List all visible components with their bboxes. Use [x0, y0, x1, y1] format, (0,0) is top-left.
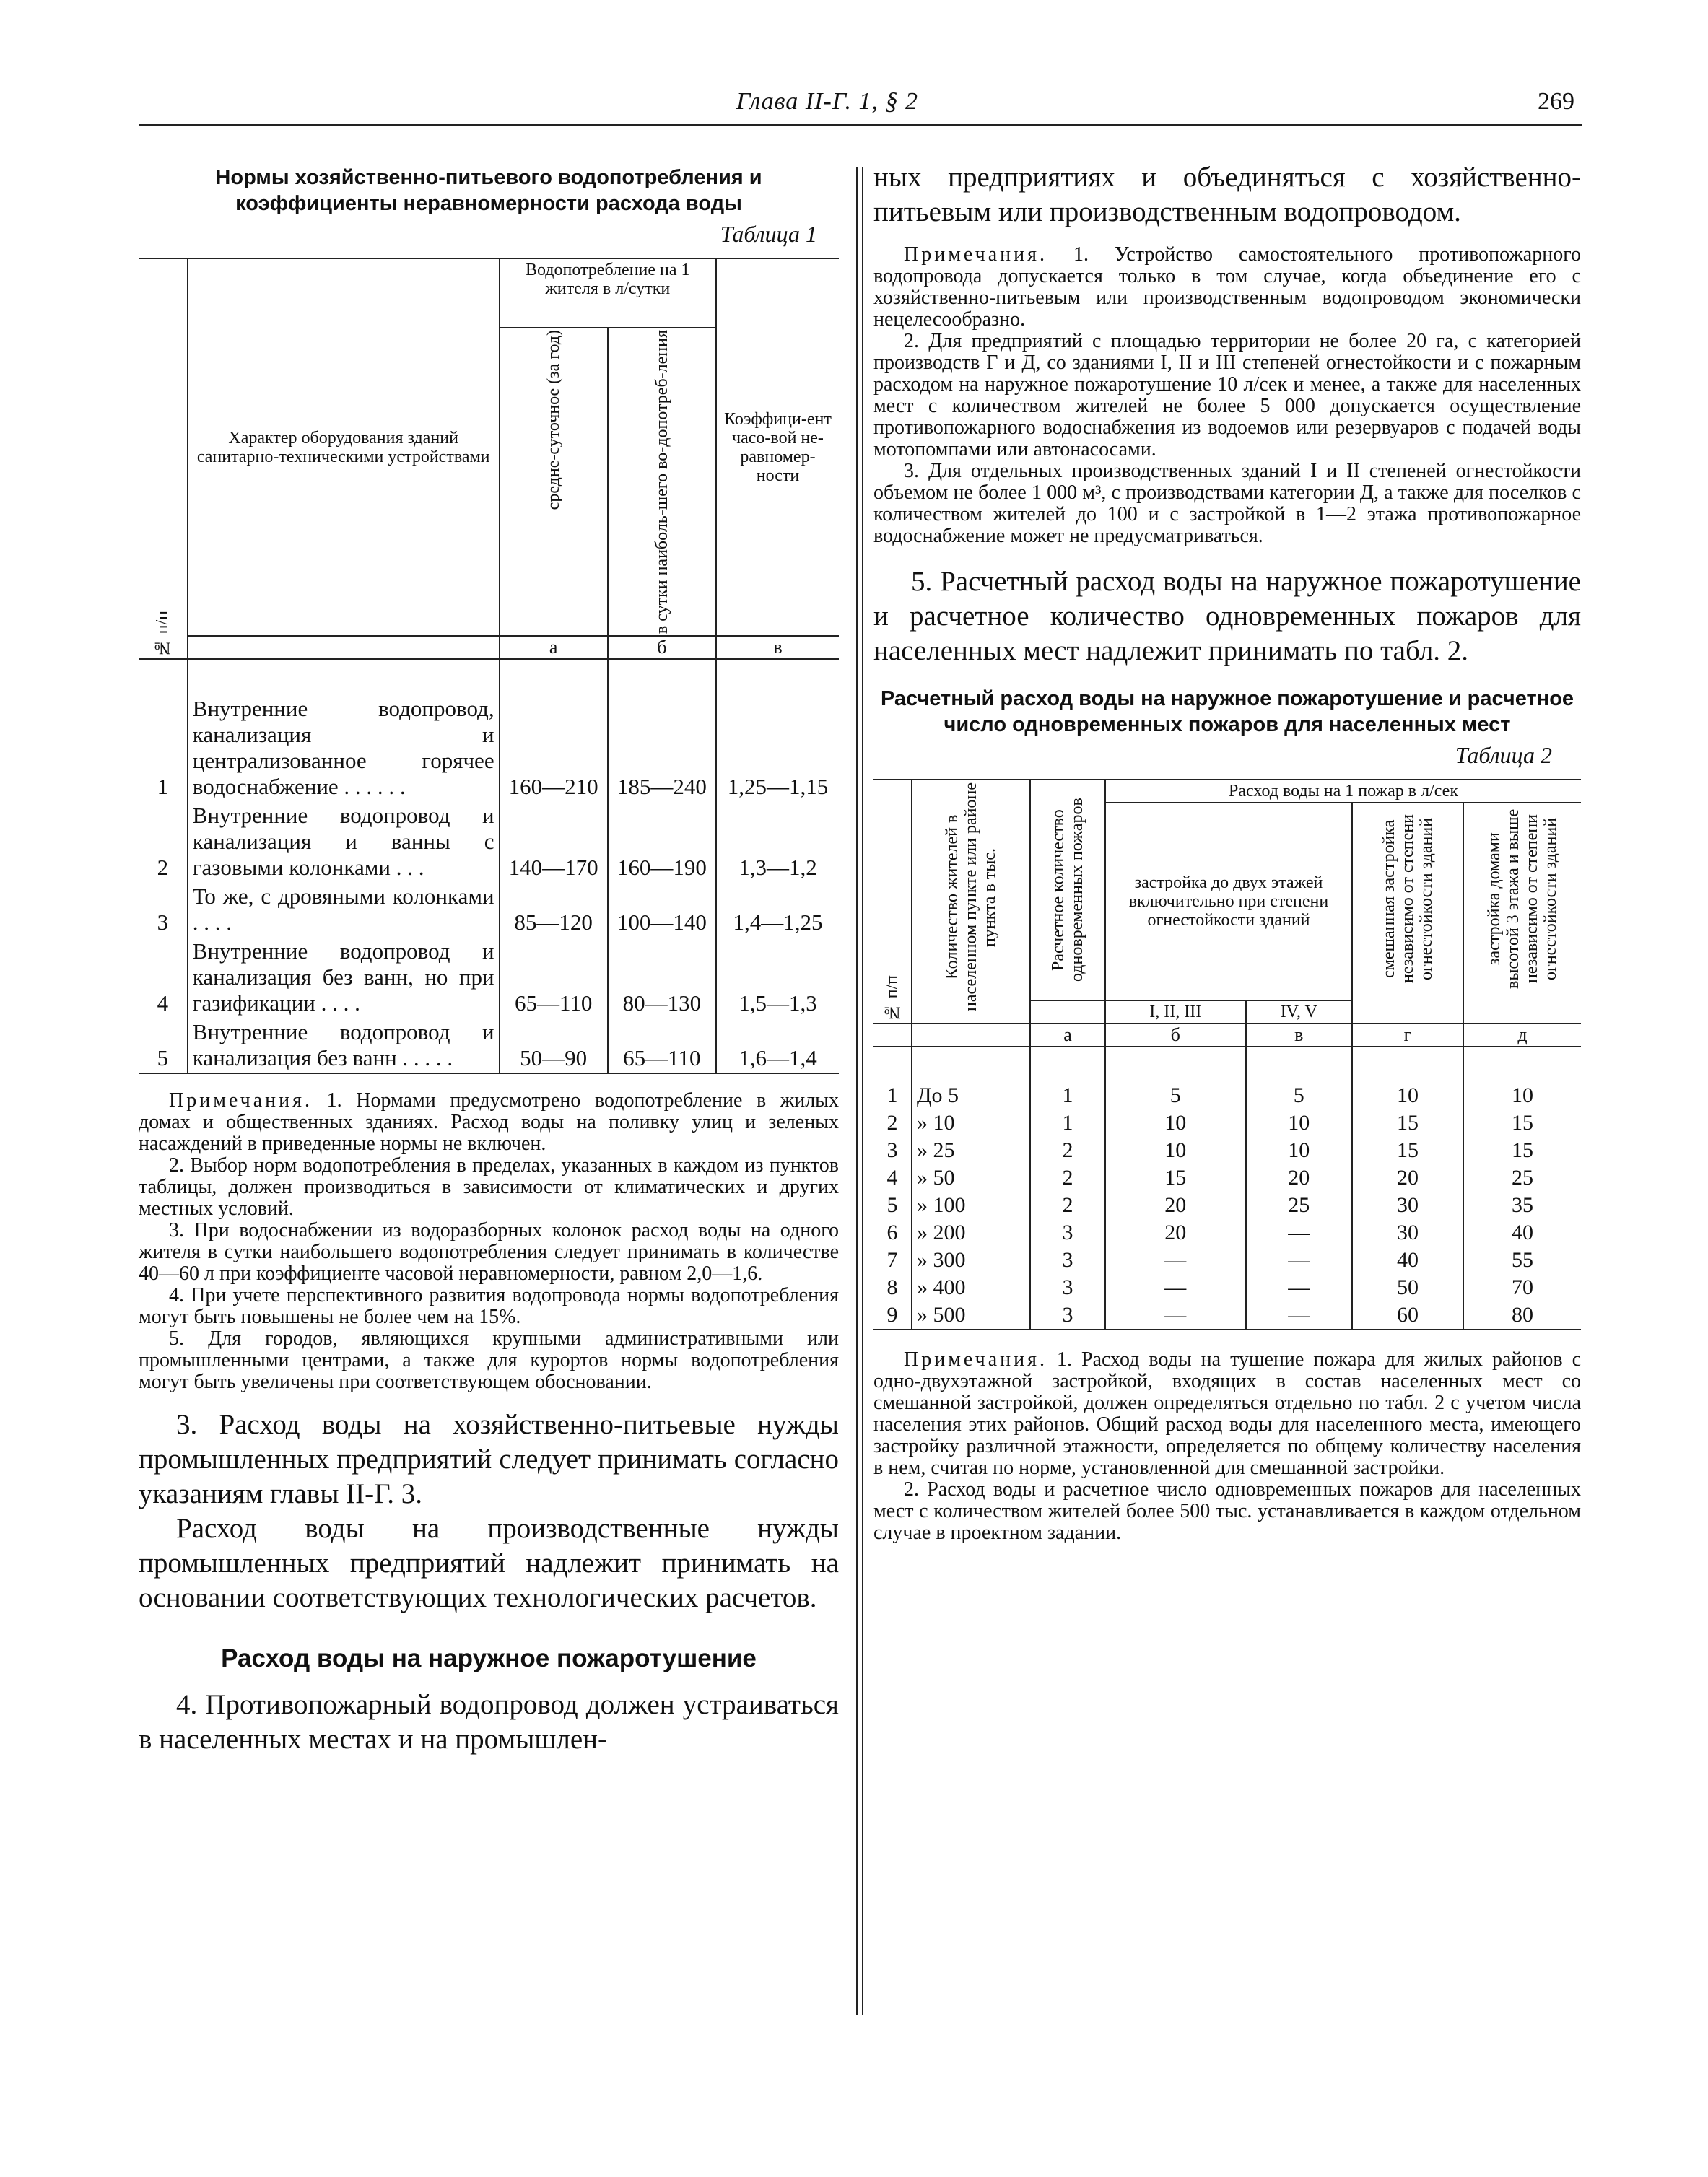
table2-cell-e: 10: [1463, 1047, 1581, 1109]
table2-col-high: застройка домами высотой 3 этажа и выше независимо от степени огнестойкости зданий: [1463, 803, 1581, 1024]
table2-row: [873, 1247, 1581, 1274]
table2-row: [873, 1274, 1581, 1301]
table1-notes: [139, 1090, 839, 1393]
table1-row: [139, 1018, 839, 1073]
table2-cell-b: 20: [1105, 1192, 1246, 1219]
table2-cell-n: 6: [873, 1219, 912, 1247]
table1-cell-text: Внутренние водопровод, канализация и централизованное горячее водоснабжение . . . . . .: [188, 659, 500, 801]
table2-cell-b: 15: [1105, 1164, 1246, 1192]
table2-cell-c: 5: [1246, 1047, 1352, 1109]
table2-blank: [1030, 1000, 1105, 1024]
table2-cell-a: 2: [1030, 1137, 1105, 1164]
table2-row: [873, 1109, 1581, 1137]
table2-row: [873, 1047, 1581, 1109]
table2-cell-pop: » 100: [912, 1192, 1030, 1219]
header-rule: [139, 124, 1582, 126]
table1-cell-num: 2: [139, 801, 188, 882]
table2-cell-n: 9: [873, 1301, 912, 1330]
table2-cell-c: 10: [1246, 1137, 1352, 1164]
table2-cell-pop: » 50: [912, 1164, 1030, 1192]
table2-cell-n: 3: [873, 1137, 912, 1164]
table2-cell-d: 20: [1352, 1164, 1463, 1192]
table2-cell-d: 15: [1352, 1137, 1463, 1164]
table2-cell-c: —: [1246, 1219, 1352, 1247]
table1-cell-num: 1: [139, 659, 188, 801]
table2-cell-a: 3: [1030, 1247, 1105, 1274]
table1-cell-text: Внутренние водопровод и канализация без ванн . . . . .: [188, 1018, 500, 1073]
table1-col-water: Водопотребление на 1 жителя в л/сутки: [500, 258, 716, 328]
table2-cell-b: 10: [1105, 1109, 1246, 1137]
table2-cell-c: 10: [1246, 1109, 1352, 1137]
table1-cell-c: 1,3—1,2: [716, 801, 839, 882]
table2-cell-a: 2: [1030, 1164, 1105, 1192]
table2-note-1: 1. Расход воды на тушение пожара для жилых районов с одно-двухэтажной застройкой, входящих в состав населенных мест со смешанной застройкой, должен определяться отдельно по табл. 2 с учетом числа населения этих районов. Общий расход воды для населенного места, имеющего застройку различной этажности, определяется по общему количеству населения в нем, считая по норме, установленной для смешанной застройки.: [873, 1348, 1582, 1479]
table1-cell-b: 185—240: [608, 659, 716, 801]
table2-row: [873, 1301, 1581, 1330]
paragraph-5: 5. Расчетный расход воды на наружное пожаротушение и расчетное количество одновременных пожаров для населенных мест надлежит принимать по табл. 2.: [873, 566, 1581, 666]
table1-cell-text: Внутренние водопровод и канализация без ванн, но при газификации . . . .: [188, 937, 500, 1018]
table2-row: [873, 1164, 1581, 1192]
table2-cell-n: 7: [873, 1247, 912, 1274]
table2-cell-n: 2: [873, 1109, 912, 1137]
table2-letter-blank-2: [912, 1024, 1030, 1047]
table2-cell-a: 3: [1030, 1301, 1105, 1330]
table2-cell-e: 70: [1463, 1274, 1581, 1301]
table1-label: Таблица 1: [720, 221, 817, 247]
table1-cell-c: 1,5—1,3: [716, 937, 839, 1018]
table2-col-num: № п/п: [873, 780, 912, 1024]
table1-cell-c: 1,4—1,25: [716, 882, 839, 937]
paragraph-4: 4. Противопожарный водопровод должен устраиваться в населенных местах и на промышлен-: [139, 1689, 839, 1755]
section-heading: Расход воды на наружное пожаротушение: [221, 1644, 757, 1673]
right-note-3: 3. Для отдельных производственных зданий I и II степеней огнестойкости объемом не более 1 000 м³, с производствами категории Д, а также для поселков с количеством жителей до 100 и с застройкой в 1—2 этажа противопожарное водоснабжение может не предусматриваться.: [873, 460, 1581, 547]
right-notes-heading: Примечания.: [904, 243, 1048, 266]
table2-cell-e: 15: [1463, 1109, 1581, 1137]
table2-cell-n: 4: [873, 1164, 912, 1192]
right-continuation: ных предприятиях и объединяться с хозяйственно-питьевым или производственным водопроводом.: [873, 162, 1581, 227]
table1-cell-num: 5: [139, 1018, 188, 1073]
note-2: 2. Выбор норм водопотребления в пределах, указанных в каждом из пунктов таблицы, должен производиться в зависимости от климатических и других местных условий.: [139, 1154, 839, 1221]
notes-heading: Примечания.: [169, 1089, 313, 1112]
table2-cell-d: 10: [1352, 1047, 1463, 1109]
table1: [139, 258, 839, 1074]
table2-cell-pop: » 10: [912, 1109, 1030, 1137]
right-notes: [873, 244, 1581, 547]
note-4: 4. При учете перспективного развития водопровода нормы водопотребления могут быть повышены не более чем на 15%.: [139, 1284, 839, 1329]
table1-row: [139, 801, 839, 882]
table1-cell-num: 4: [139, 937, 188, 1018]
table1-row: [139, 659, 839, 801]
table2-cell-d: 30: [1352, 1219, 1463, 1247]
table2-col-pop: Количество жителей в населенном пункте или районе пункта в тыс.: [912, 780, 1030, 1024]
table2-col-flow: Расход воды на 1 пожар в л/сек: [1105, 780, 1581, 803]
table2-cell-a: 3: [1030, 1219, 1105, 1247]
table2-col-low2: IV, V: [1246, 1000, 1352, 1024]
table1-row: [139, 937, 839, 1018]
table2-letter-c: в: [1246, 1024, 1352, 1047]
table2-letter-a: а: [1030, 1024, 1105, 1047]
table2-cell-pop: » 500: [912, 1301, 1030, 1330]
table1-cell-text: То же, с дровяными колонками . . . .: [188, 882, 500, 937]
table2-title: Расчетный расход воды на наружное пожаротушение и расчетное число одновременных пожаров для населенных мест: [880, 687, 1574, 736]
table1-col-coef: Коэффици-ент часо-вой не-равномер-ности: [716, 258, 839, 636]
table1-letter-a: а: [500, 636, 608, 659]
table2-cell-a: 2: [1030, 1192, 1105, 1219]
paragraph-5-block: [873, 564, 1581, 668]
table1-cell-a: 140—170: [500, 801, 608, 882]
column-divider: [856, 167, 858, 2015]
table1-letter-blank: [188, 636, 500, 659]
table1-letter-b: б: [608, 636, 716, 659]
table2-cell-b: 10: [1105, 1137, 1246, 1164]
table2-cell-d: 60: [1352, 1301, 1463, 1330]
table2-cell-e: 55: [1463, 1247, 1581, 1274]
table2-cell-pop: » 400: [912, 1274, 1030, 1301]
table2-label: Таблица 2: [1455, 742, 1552, 768]
table2-cell-d: 50: [1352, 1274, 1463, 1301]
table2-cell-c: —: [1246, 1247, 1352, 1274]
table2-cell-e: 15: [1463, 1137, 1581, 1164]
right-note-2: 2. Для предприятий с площадью территории не более 20 га, с категорией производств Г и Д, со зданиями I, II и III степеней огнестойкости и с пожарным расходом на наружное пожаротушение 10 л/сек и менее, а также для населенных мест с количеством жителей не более 5 000 допускается осуществление противопожарного водоснабжения из водоемов или резервуаров с подачей воды мотопомпами или автонасосами.: [873, 330, 1581, 461]
running-head: Глава II-Г. 1, § 2: [736, 88, 919, 115]
table1-row: [139, 882, 839, 937]
table1-cell-b: 80—130: [608, 937, 716, 1018]
page-number: 269: [1538, 88, 1574, 115]
table2-cell-a: 3: [1030, 1274, 1105, 1301]
left-body-2: [139, 1688, 839, 1757]
table1-cell-a: 50—90: [500, 1018, 608, 1073]
table2-col-mixed: смешанная застройка независимо от степени огнестойкости зданий: [1352, 803, 1463, 1024]
table2-cell-b: —: [1105, 1247, 1246, 1274]
table2-cell-b: —: [1105, 1274, 1246, 1301]
table2-row: [873, 1219, 1581, 1247]
table2-cell-d: 30: [1352, 1192, 1463, 1219]
table2-cell-a: 1: [1030, 1047, 1105, 1109]
table2-cell-c: 20: [1246, 1164, 1352, 1192]
table2-letter-d: г: [1352, 1024, 1463, 1047]
table1-cell-a: 65—110: [500, 937, 608, 1018]
table2-letter-e: д: [1463, 1024, 1581, 1047]
table2-notes: [873, 1349, 1581, 1544]
table1-cell-b: 100—140: [608, 882, 716, 937]
table2-cell-b: 5: [1105, 1047, 1246, 1109]
table2-cell-e: 35: [1463, 1192, 1581, 1219]
table2: [873, 779, 1581, 1330]
table2-cell-pop: » 300: [912, 1247, 1030, 1274]
table2-cell-pop: » 200: [912, 1219, 1030, 1247]
table2-row: [873, 1137, 1581, 1164]
table2-letter-blank-1: [873, 1024, 912, 1047]
table2-cell-pop: » 25: [912, 1137, 1030, 1164]
table2-cell-d: 15: [1352, 1109, 1463, 1137]
table1-cell-b: 160—190: [608, 801, 716, 882]
table1-cell-a: 160—210: [500, 659, 608, 801]
table2-cell-n: 5: [873, 1192, 912, 1219]
table2-cell-c: 25: [1246, 1192, 1352, 1219]
table2-note-2: 2. Расход воды и расчетное число одновременных пожаров для населенных мест с количеством жителей более 500 тыс. устанавливается в каждом отдельном случае в проектном задании.: [873, 1478, 1581, 1544]
table2-cell-a: 1: [1030, 1109, 1105, 1137]
table1-cell-b: 65—110: [608, 1018, 716, 1073]
table1-cell-c: 1,6—1,4: [716, 1018, 839, 1073]
table1-cell-text: Внутренние водопровод и канализация и ванны с газовыми колонками . . .: [188, 801, 500, 882]
table2-cell-e: 80: [1463, 1301, 1581, 1330]
table2-row: [873, 1192, 1581, 1219]
right-column: [873, 160, 1581, 1544]
table2-cell-e: 40: [1463, 1219, 1581, 1247]
table2-letter-b: б: [1105, 1024, 1246, 1047]
table1-cell-a: 85—120: [500, 882, 608, 937]
table1-col-num: № п/п: [139, 258, 188, 659]
table2-cell-n: 1: [873, 1047, 912, 1109]
table2-cell-n: 8: [873, 1274, 912, 1301]
table2-cell-c: —: [1246, 1301, 1352, 1330]
table2-cell-pop: До 5: [912, 1047, 1030, 1109]
right-note-1: 1. Устройство самостоятельного противопожарного водопровода допускается только в том случае, когда объединение его с хозяйственно-питьевым или производственным водопроводом экономически нецелесообразно.: [873, 243, 1582, 331]
table2-cell-b: 20: [1105, 1219, 1246, 1247]
table2-cell-e: 25: [1463, 1164, 1581, 1192]
table1-letter-c: в: [716, 636, 839, 659]
table2-cell-b: —: [1105, 1301, 1246, 1330]
column-divider-2: [862, 167, 863, 2015]
table1-title: Нормы хозяйственно-питьевого водопотребления и коэффициенты неравномерности расхода воды: [215, 166, 762, 215]
paragraph-3: 3. Расход воды на хозяйственно-питьевые нужды промышленных предприятий следует принимать согласно указаниям главы II-Г. 3.: [139, 1409, 839, 1510]
table2-cell-c: —: [1246, 1274, 1352, 1301]
table1-col-char: Характер оборудования зданий санитарно-техническими устройствами: [188, 258, 500, 636]
table1-cell-num: 3: [139, 882, 188, 937]
note-1: 1. Нормами предусмотрено водопотребление в жилых домах и общественных зданиях. Расход воды на поливку улиц и зеленых насаждений в приведенные нормы не включен.: [139, 1089, 839, 1156]
table1-col-b: в сутки наиболь-шего во-допотреб-ления: [608, 328, 716, 636]
table2-col-low1: I, II, III: [1105, 1000, 1246, 1024]
table1-cell-c: 1,25—1,15: [716, 659, 839, 801]
left-body: [139, 1408, 839, 1615]
note-3: 3. При водоснабжении из водоразборных колонок расход воды на одного жителя в сутки наибольшего водопотребления следует принимать в количестве 40—60 л при коэффициенте часовой неравномерности, равном 2,0—1,6.: [139, 1219, 839, 1286]
table2-notes-heading: Примечания.: [904, 1348, 1048, 1371]
table1-col-a: средне-суточное (за год): [500, 328, 608, 636]
left-column: [139, 165, 839, 1757]
table2-cell-d: 40: [1352, 1247, 1463, 1274]
note-5: 5. Для городов, являющихся крупными административными или промышленными центрами, а также для курортов нормы водопотребления могут быть увеличены при соответствующем обосновании.: [139, 1327, 839, 1394]
table2-col-low: застройка до двух этажей включительно при степени огнестойкости зданий: [1105, 803, 1352, 1000]
table2-col-fires: Расчетное количество одновременных пожаров: [1030, 780, 1105, 1000]
paragraph-3b: Расход воды на производственные нужды промышленных предприятий надлежит принимать на основании соответствующих технологических расчетов.: [139, 1513, 839, 1614]
